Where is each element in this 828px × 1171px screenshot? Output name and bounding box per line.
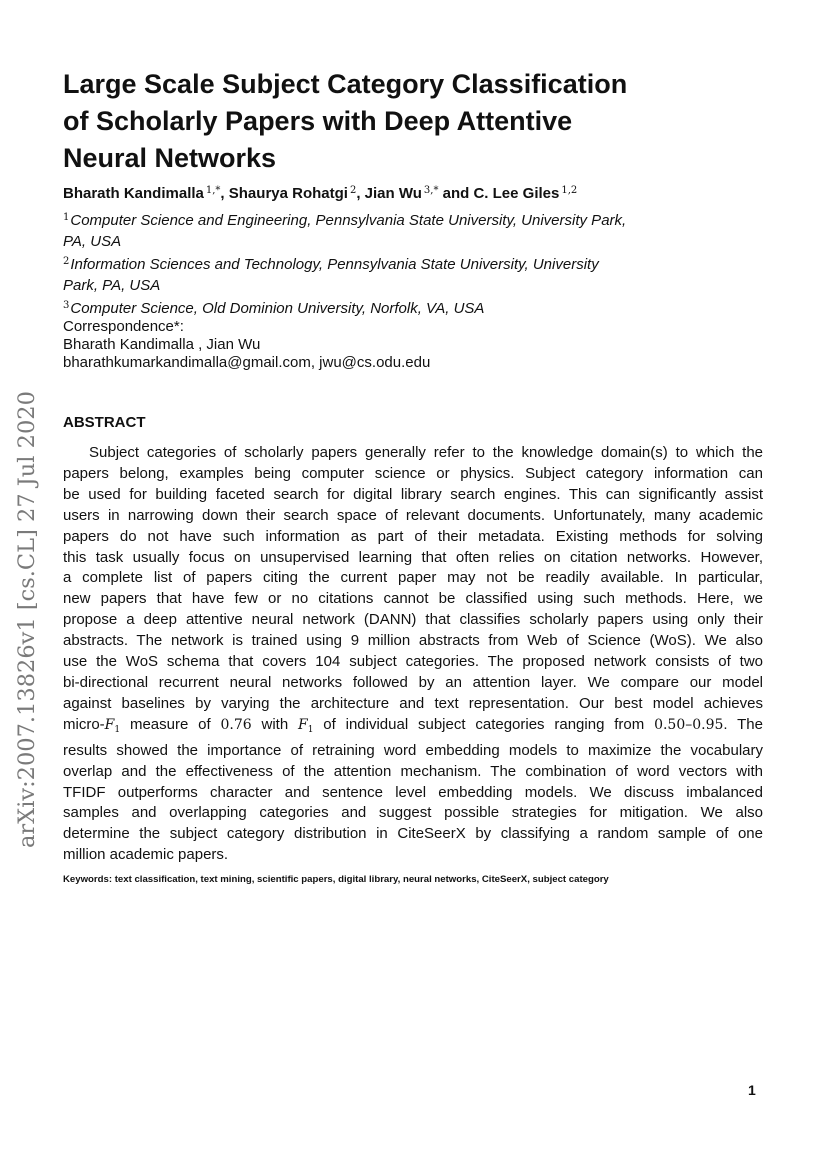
- affiliation-text: Computer Science and Engineering, Pennsylvania State University, University Park,: [70, 212, 627, 229]
- math-text: of individual subject categories ranging from: [313, 715, 655, 733]
- abstract-line: samples and overlapping categories and suggest possible strategies for mitigation. We also: [63, 804, 763, 822]
- author-affiliation-mark: 1,*: [205, 185, 221, 196]
- f1-value: 0.76: [220, 716, 252, 733]
- abstract-line: propose a deep attentive neural network (DANN) that classifies scholarly papers using only their: [63, 611, 763, 629]
- abstract-line: determine the subject category distribution in CiteSeerX by classifying a random sample of one: [63, 825, 763, 843]
- correspondence-emails[interactable]: bharathkumarkandimalla@gmail.com, jwu@cs.odu.edu: [63, 354, 431, 371]
- abstract-line: TFIDF outperforms character and sentence level embedding models. We discuss imbalanced: [63, 783, 763, 801]
- abstract-line: be used for building faceted search for digital library search engines. This can significantly assist: [63, 485, 763, 503]
- arxiv-side-stamp: arXiv:2007.13826v1 [cs.CL] 27 Jul 2020: [14, 391, 40, 848]
- affiliation-number: 3: [63, 300, 70, 312]
- abstract-body: [63, 443, 763, 866]
- abstract-line: against baselines by varying the architecture and text representation. Our best model achieves: [63, 694, 763, 712]
- paper-title: [63, 66, 703, 177]
- abstract-line: users in narrowing down their search space of relevant documents. Unfortunately, many academic: [63, 506, 763, 524]
- abstract-line: Subject categories of scholarly papers generally refer to the knowledge domain(s) to which the: [89, 444, 763, 461]
- page-number: 1: [748, 1082, 756, 1098]
- affiliation-text: Computer Science, Old Dominion University, Norfolk, VA, USA: [70, 300, 485, 318]
- keywords: Keywords: text classification, text mining, scientific papers, digital library, neural networks, CiteSeerX, subject category: [63, 874, 609, 885]
- author-affiliation-mark: 3,*: [423, 185, 439, 196]
- author-separator: and: [438, 185, 474, 202]
- title-line: of Scholarly Papers with Deep Attentive: [63, 106, 573, 136]
- math-prefix: micro-: [63, 715, 105, 733]
- author-name: Shaurya Rohatgi: [228, 185, 348, 202]
- title-line: Large Scale Subject Category Classification: [63, 69, 628, 99]
- abstract-heading: ABSTRACT: [63, 414, 146, 431]
- author-affiliation-mark: 1,2: [561, 185, 578, 196]
- author-name: Bharath Kandimalla: [63, 185, 204, 202]
- title-line: Neural Networks: [63, 143, 277, 173]
- affiliation-list: [63, 208, 703, 320]
- affiliation-line: PA, USA: [63, 232, 122, 250]
- abstract-line: a complete list of papers citing the current paper may not be readily available. In particular,: [63, 569, 763, 587]
- abstract-line: papers belong, examples being computer science or physics. Subject category information can: [63, 464, 763, 482]
- author-list: [63, 180, 763, 205]
- abstract-line: use the WoS schema that covers 104 subject categories. The proposed network consists of two: [63, 653, 763, 671]
- abstract-line: million academic papers.: [63, 846, 229, 864]
- author-separator: ,: [356, 185, 365, 202]
- affiliation-line: [63, 252, 703, 276]
- affiliation-line: [63, 208, 703, 232]
- correspondence: [63, 318, 703, 372]
- affiliation-number: 2: [63, 256, 70, 268]
- abstract-line: results showed the importance of retraining word embedding models to maximize the vocabulary: [63, 741, 763, 759]
- math-suffix: . The: [723, 715, 763, 733]
- f1-symbol: $F_1$: [298, 716, 314, 735]
- abstract-line: overlap and the effectiveness of the attention mechanism. The combination of word vectors with: [63, 762, 763, 780]
- correspondence-names: Bharath Kandimalla , Jian Wu: [63, 336, 261, 353]
- abstract-line: this task usually focus on unsupervised learning that often relies on citation networks. However,: [63, 548, 763, 566]
- correspondence-label: Correspondence*:: [63, 318, 184, 335]
- math-text: with: [251, 715, 298, 733]
- author-separator: ,: [220, 185, 229, 202]
- abstract-math-line: [63, 715, 763, 741]
- math-text: measure of: [120, 715, 221, 733]
- author-name: C. Lee Giles: [473, 185, 560, 202]
- affiliation-line: Park, PA, USA: [63, 276, 161, 294]
- abstract-line: bi-directional recurrent neural networks followed by an attention layer. We compare our model: [63, 673, 763, 691]
- abstract-line: abstracts. The network is trained using 9 million abstracts from Web of Science (WoS). We also: [63, 632, 763, 650]
- affiliation-text: Information Sciences and Technology, Pennsylvania State University, University: [70, 256, 599, 274]
- abstract-line: papers do not have such information as part of their metadata. Existing methods for solving: [63, 527, 763, 545]
- f1-symbol: $F_1$: [104, 716, 121, 735]
- affiliation-line: [63, 296, 703, 320]
- author-affiliation-mark: 2: [349, 185, 357, 196]
- abstract-line: new papers that have few or no citations cannot be classified using such methods. Here, we: [63, 590, 763, 608]
- f1-range: 0.50–0.95: [654, 716, 724, 733]
- author-name: Jian Wu: [364, 185, 422, 202]
- affiliation-number: 1: [63, 212, 70, 223]
